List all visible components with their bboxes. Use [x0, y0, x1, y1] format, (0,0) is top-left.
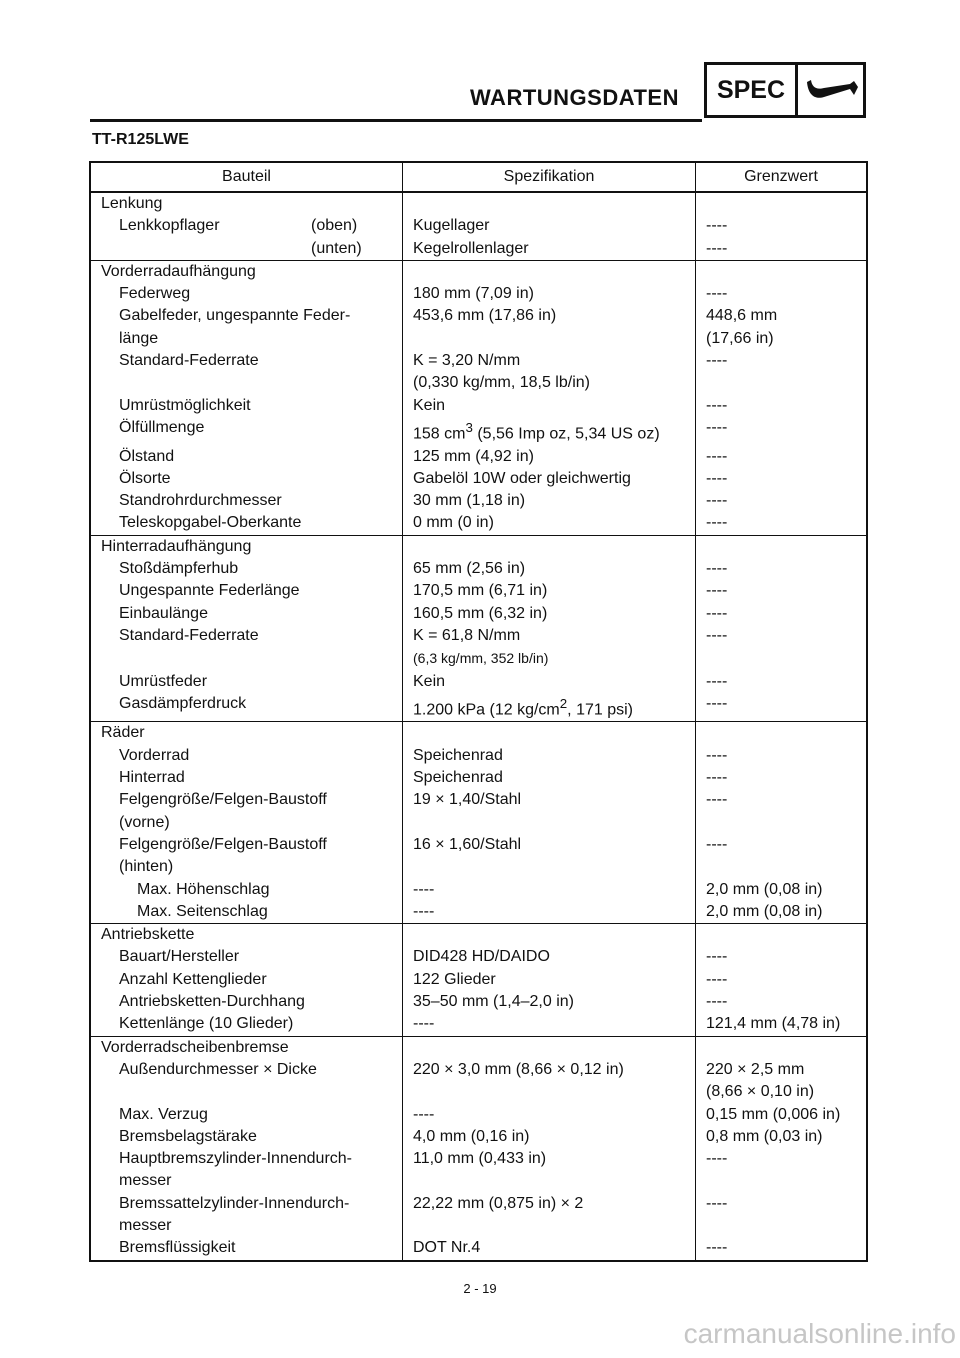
limit-value: ---- — [706, 993, 728, 1011]
spec-badge — [704, 62, 866, 118]
component-label: Umrüstfeder — [119, 672, 208, 690]
col-header-limit: Grenzwert — [696, 162, 868, 192]
spec-value: 19 × 1,40/Stahl — [413, 791, 522, 809]
table-row — [90, 767, 867, 789]
limit-value: ---- — [706, 560, 728, 578]
spec-value: Kein — [413, 396, 446, 414]
spec-value: ---- — [413, 902, 435, 920]
limit-value-cont: (17,66 in) — [706, 329, 774, 347]
spec-value: 122 Glieder — [413, 970, 496, 988]
limit-value: ---- — [706, 469, 728, 487]
limit-value: ---- — [706, 352, 728, 370]
limit-value: ---- — [706, 582, 728, 600]
section-row — [90, 192, 867, 215]
limit-value: ---- — [706, 970, 728, 988]
component-sublabel: (unten) — [311, 239, 362, 257]
table-row — [90, 238, 867, 261]
model-name: TT-R125LWE — [92, 131, 189, 148]
table-row — [90, 283, 867, 305]
section-title: Hinterradaufhängung — [101, 537, 252, 555]
component-label: Teleskopgabel-Oberkante — [119, 514, 302, 532]
section-title: Vorderradaufhängung — [101, 262, 256, 280]
spec-value: 180 mm (7,09 in) — [413, 285, 534, 303]
component-label: Bremsflüssigkeit — [119, 1239, 236, 1257]
spec-value: 170,5 mm (6,71 in) — [413, 582, 548, 600]
component-label: Antriebsketten-Durchhang — [119, 993, 305, 1011]
limit-value: ---- — [706, 948, 728, 966]
table-row — [90, 395, 867, 417]
limit-value: ---- — [706, 1150, 728, 1168]
spec-value: 16 × 1,60/Stahl — [413, 835, 522, 853]
component-label: Max. Seitenschlag — [137, 902, 268, 920]
limit-value: 2,0 mm (0,08 in) — [706, 880, 823, 898]
component-label-cont: (hinten) — [119, 858, 174, 876]
spec-value-tail: (5,56 Imp oz, 5,34 US oz) — [472, 425, 660, 443]
col-header-spec: Spezifikation — [403, 162, 696, 192]
table-row — [90, 512, 867, 535]
component-label: Felgengröße/Felgen-Baustoff — [119, 791, 327, 809]
component-label: Bauart/Hersteller — [119, 948, 240, 966]
limit-value: 0,8 mm (0,03 in) — [706, 1127, 823, 1145]
table-row — [90, 745, 867, 767]
component-label: Bremssattelzylinder-Innendurch- — [119, 1194, 350, 1212]
component-label: Standard-Federrate — [119, 352, 259, 370]
spec-value-cont: (6,3 kg/mm, 352 lb/in) — [413, 650, 549, 667]
limit-value: ---- — [706, 447, 728, 465]
limit-value-cont: (8,66 × 0,10 in) — [706, 1083, 815, 1101]
table-row — [90, 991, 867, 1013]
component-label-cont: messer — [119, 1217, 172, 1235]
limit-value: ---- — [706, 239, 728, 257]
component-label: Vorderrad — [119, 746, 190, 764]
spec-value: 11,0 mm (0,433 in) — [413, 1150, 547, 1168]
limit-value: ---- — [706, 626, 728, 644]
limit-value: ---- — [706, 285, 728, 303]
limit-value: ---- — [706, 672, 728, 690]
component-label: Umrüstmöglichkeit — [119, 396, 251, 414]
table-row — [90, 558, 867, 580]
limit-value: ---- — [706, 418, 728, 436]
table-row — [90, 969, 867, 991]
spec-table — [89, 161, 868, 1262]
component-label: Gasdämpferdruck — [119, 694, 247, 712]
limit-value: ---- — [706, 835, 728, 853]
spec-value: ---- — [413, 1105, 435, 1123]
limit-value: 0,15 mm (0,006 in) — [706, 1105, 841, 1123]
limit-value: ---- — [706, 604, 728, 622]
component-label: Ölfüllmenge — [119, 418, 205, 436]
spec-value: 160,5 mm (6,32 in) — [413, 604, 548, 622]
spec-value: K = 3,20 N/mm — [413, 352, 521, 370]
component-label: Standard-Federrate — [119, 626, 259, 644]
table-row — [90, 1193, 867, 1238]
component-label: Ölstand — [119, 447, 175, 465]
col-header-component: Bauteil — [90, 162, 403, 192]
component-label: Stoßdämpferhub — [119, 560, 239, 578]
table-row — [90, 1148, 867, 1193]
spec-value: Speichenrad — [413, 746, 503, 764]
table-row — [90, 215, 867, 237]
spec-value: 453,6 mm (17,86 in) — [413, 307, 557, 325]
component-label: Hauptbremszylinder-Innendurch- — [119, 1150, 352, 1168]
spec-value: ---- — [413, 880, 435, 898]
spec-superscript: 2 — [559, 695, 568, 711]
limit-value: 220 × 2,5 mm — [706, 1060, 805, 1078]
section-title: Vorderradscheibenbremse — [101, 1038, 289, 1056]
component-label-cont: länge — [119, 329, 159, 347]
limit-value: ---- — [706, 1194, 728, 1212]
spec-value: 158 cm — [413, 425, 466, 443]
spec-value: 65 mm (2,56 in) — [413, 560, 526, 578]
table-row — [90, 580, 867, 602]
table-row — [90, 1013, 867, 1036]
limit-value: 2,0 mm (0,08 in) — [706, 902, 823, 920]
watermark: carmanualsonline.info — [683, 1318, 956, 1349]
spec-value: 125 mm (4,92 in) — [413, 447, 534, 465]
header-rule — [90, 119, 702, 122]
component-label: Standrohrdurchmesser — [119, 492, 282, 510]
limit-value: ---- — [706, 746, 728, 764]
component-label: Bremsbelagstärake — [119, 1127, 257, 1145]
limit-value: 448,6 mm — [706, 307, 778, 325]
component-label: Felgengröße/Felgen-Baustoff — [119, 835, 327, 853]
table-row — [90, 879, 867, 901]
section-row — [90, 722, 867, 745]
limit-value: ---- — [706, 694, 728, 712]
table-row — [90, 1237, 867, 1260]
section-title: Räder — [101, 724, 145, 742]
limit-value: ---- — [706, 791, 728, 809]
table-row — [90, 901, 867, 924]
component-label: Anzahl Kettenglieder — [119, 970, 267, 988]
spec-value: Kein — [413, 672, 446, 690]
spec-value: 4,0 mm (0,16 in) — [413, 1127, 530, 1145]
table-row — [90, 1104, 867, 1126]
component-label-cont: (vorne) — [119, 813, 170, 831]
spec-value: 35–50 mm (1,4–2,0 in) — [413, 993, 574, 1011]
spec-value: DOT Nr.4 — [413, 1239, 481, 1257]
spec-value: ---- — [413, 1015, 435, 1033]
component-label: Max. Verzug — [119, 1105, 208, 1123]
page-title: WARTUNGSDATEN — [470, 85, 679, 110]
table-row — [90, 693, 867, 722]
section-row — [90, 924, 867, 947]
table-row — [90, 671, 867, 693]
spec-value-tail: , 171 psi) — [567, 701, 633, 719]
limit-value: ---- — [706, 769, 728, 787]
wrench-icon — [798, 65, 863, 115]
table-row — [90, 350, 867, 395]
limit-value: ---- — [706, 396, 728, 414]
component-label: Gabelfeder, ungespannte Feder- — [119, 307, 351, 325]
section-row — [90, 535, 867, 558]
section-row — [90, 1036, 867, 1059]
component-label: Kettenlänge (10 Glieder) — [119, 1015, 294, 1033]
spec-value: 220 × 3,0 mm (8,66 × 0,12 in) — [413, 1060, 624, 1078]
component-label: Außendurchmesser × Dicke — [119, 1060, 317, 1078]
page-number: 2 - 19 — [463, 1281, 497, 1296]
table-row — [90, 305, 867, 350]
limit-value: ---- — [706, 217, 728, 235]
component-label: Max. Höhenschlag — [137, 880, 270, 898]
table-row — [90, 417, 867, 446]
table-row — [90, 625, 867, 671]
table-row — [90, 1059, 867, 1104]
spec-value: DID428 HD/DAIDO — [413, 948, 550, 966]
spec-value: Speichenrad — [413, 769, 503, 787]
spec-value: 30 mm (1,18 in) — [413, 492, 526, 510]
table-row — [90, 603, 867, 625]
component-label: Lenkkopflager — [119, 217, 220, 235]
limit-value: ---- — [706, 1239, 728, 1257]
section-title: Lenkung — [101, 195, 163, 212]
table-row — [90, 446, 867, 468]
component-label-cont: messer — [119, 1172, 172, 1190]
limit-value: ---- — [706, 514, 728, 532]
spec-value: 1.200 kPa (12 kg/cm — [413, 701, 560, 719]
table-row — [90, 490, 867, 512]
table-row — [90, 468, 867, 490]
spec-value: 0 mm (0 in) — [413, 514, 494, 532]
component-label: Federweg — [119, 285, 191, 303]
component-label: Ungespannte Federlänge — [119, 582, 300, 600]
section-title: Antriebskette — [101, 926, 195, 944]
limit-value: ---- — [706, 492, 728, 510]
spec-value: Kegelrollenlager — [413, 239, 529, 257]
limit-value: 121,4 mm (4,78 in) — [706, 1015, 841, 1033]
component-sublabel: (oben) — [311, 217, 358, 235]
spec-value: 22,22 mm (0,875 in) × 2 — [413, 1194, 584, 1212]
component-label: Hinterrad — [119, 769, 185, 787]
table-row — [90, 1126, 867, 1148]
spec-value: Kugellager — [413, 217, 490, 235]
component-label: Einbaulänge — [119, 604, 208, 622]
section-row — [90, 260, 867, 283]
component-label: Ölsorte — [119, 469, 171, 487]
spec-value: Gabelöl 10W oder gleichwertig — [413, 469, 631, 487]
spec-superscript: 3 — [465, 419, 473, 435]
table-row — [90, 789, 867, 834]
table-row — [90, 834, 867, 879]
table-row — [90, 946, 867, 968]
spec-label: SPEC — [707, 65, 798, 115]
spec-value: K = 61,8 N/mm — [413, 626, 521, 644]
spec-value-cont: (0,330 kg/mm, 18,5 lb/in) — [413, 374, 590, 392]
